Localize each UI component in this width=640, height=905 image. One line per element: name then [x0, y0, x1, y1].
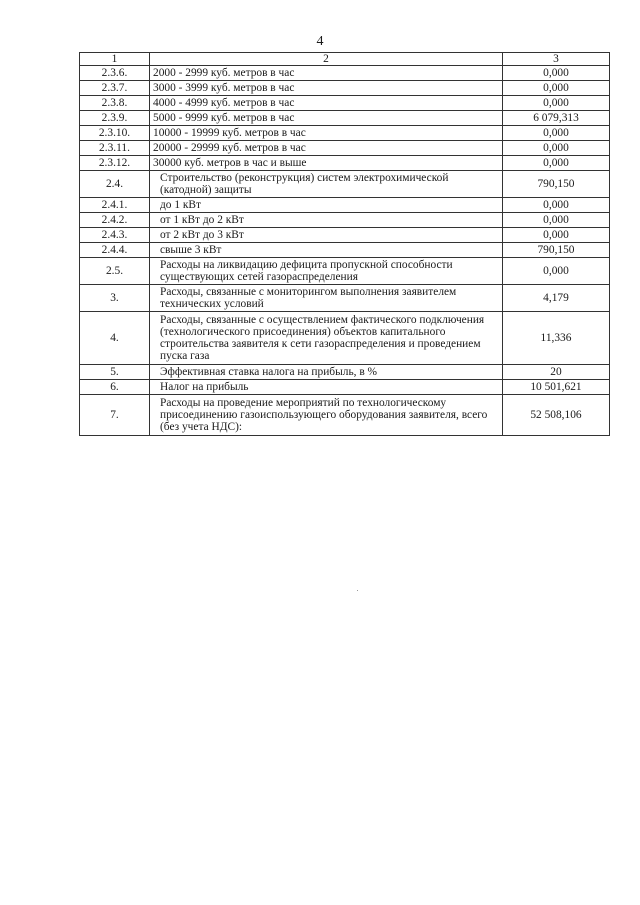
row-number: 2.4.2.: [80, 213, 150, 228]
row-description: Расходы на ликвидацию дефицита пропускной способности существующих сетей газораспределения: [150, 258, 503, 285]
row-description: 5000 - 9999 куб. метров в час: [150, 111, 503, 126]
row-description: 20000 - 29999 куб. метров в час: [150, 141, 503, 156]
table-row: [80, 96, 610, 111]
row-number: 2.3.9.: [80, 111, 150, 126]
row-value: 0,000: [503, 258, 610, 285]
row-description: 30000 куб. метров в час и выше: [150, 156, 503, 171]
row-value: 790,150: [503, 171, 610, 198]
row-value: 10 501,621: [503, 380, 610, 395]
table-row: [80, 111, 610, 126]
table-row: [80, 285, 610, 312]
row-description: от 2 кВт до 3 кВт: [150, 228, 503, 243]
row-description: Расходы на проведение мероприятий по технологическому присоединению газоиспользующего оборудования заявителя, всего (без учета НДС):: [150, 395, 503, 436]
row-number: 7.: [80, 395, 150, 436]
row-description: 10000 - 19999 куб. метров в час: [150, 126, 503, 141]
row-number: 2.4.3.: [80, 228, 150, 243]
table-row: [80, 365, 610, 380]
table-row: [80, 395, 610, 436]
row-number: 2.4.1.: [80, 198, 150, 213]
row-description: до 1 кВт: [150, 198, 503, 213]
row-number: 2.3.11.: [80, 141, 150, 156]
row-value: 0,000: [503, 213, 610, 228]
table-header-row: [80, 53, 610, 66]
table-row: [80, 228, 610, 243]
table-row: [80, 156, 610, 171]
row-description: Расходы, связанные с мониторингом выполнения заявителем технических условий: [150, 285, 503, 312]
row-value: 6 079,313: [503, 111, 610, 126]
cost-table: [79, 52, 610, 436]
row-number: 2.3.7.: [80, 81, 150, 96]
row-description: Налог на прибыль: [150, 380, 503, 395]
table-row: [80, 258, 610, 285]
table-row: [80, 141, 610, 156]
table-row: [80, 380, 610, 395]
row-value: 790,150: [503, 243, 610, 258]
column-header-1: 1: [80, 53, 150, 66]
row-description: от 1 кВт до 2 кВт: [150, 213, 503, 228]
row-value: 0,000: [503, 228, 610, 243]
table-row: [80, 66, 610, 81]
table-row: [80, 213, 610, 228]
table-row: [80, 81, 610, 96]
row-value: 0,000: [503, 156, 610, 171]
table-row: [80, 198, 610, 213]
row-number: 2.4.: [80, 171, 150, 198]
row-number: 4.: [80, 312, 150, 365]
row-number: 3.: [80, 285, 150, 312]
row-description: 4000 - 4999 куб. метров в час: [150, 96, 503, 111]
scan-speck: [357, 590, 358, 591]
table-row: [80, 243, 610, 258]
column-header-2: 2: [150, 53, 503, 66]
row-description: Строительство (реконструкция) систем электрохимической (катодной) защиты: [150, 171, 503, 198]
row-number: 2.3.10.: [80, 126, 150, 141]
row-description: Эффективная ставка налога на прибыль, в %: [150, 365, 503, 380]
row-value: 0,000: [503, 66, 610, 81]
column-header-3: 3: [503, 53, 610, 66]
row-value: 11,336: [503, 312, 610, 365]
row-value: 0,000: [503, 198, 610, 213]
row-number: 6.: [80, 380, 150, 395]
row-number: 5.: [80, 365, 150, 380]
row-description: 3000 - 3999 куб. метров в час: [150, 81, 503, 96]
row-value: 0,000: [503, 126, 610, 141]
row-value: 20: [503, 365, 610, 380]
row-description: 2000 - 2999 куб. метров в час: [150, 66, 503, 81]
row-number: 2.3.8.: [80, 96, 150, 111]
row-description: Расходы, связанные с осуществлением фактического подключения (технологического присоединения) объектов капитального строительства заявителя к сети газораспределения и проведением пуска газа: [150, 312, 503, 365]
row-number: 2.3.6.: [80, 66, 150, 81]
row-value: 52 508,106: [503, 395, 610, 436]
row-value: 0,000: [503, 81, 610, 96]
table-row: [80, 126, 610, 141]
row-number: 2.5.: [80, 258, 150, 285]
table-row: [80, 312, 610, 365]
row-value: 0,000: [503, 96, 610, 111]
row-value: 4,179: [503, 285, 610, 312]
row-number: 2.4.4.: [80, 243, 150, 258]
table-row: [80, 171, 610, 198]
page-number: 4: [316, 34, 324, 49]
row-number: 2.3.12.: [80, 156, 150, 171]
row-description: свыше 3 кВт: [150, 243, 503, 258]
row-value: 0,000: [503, 141, 610, 156]
